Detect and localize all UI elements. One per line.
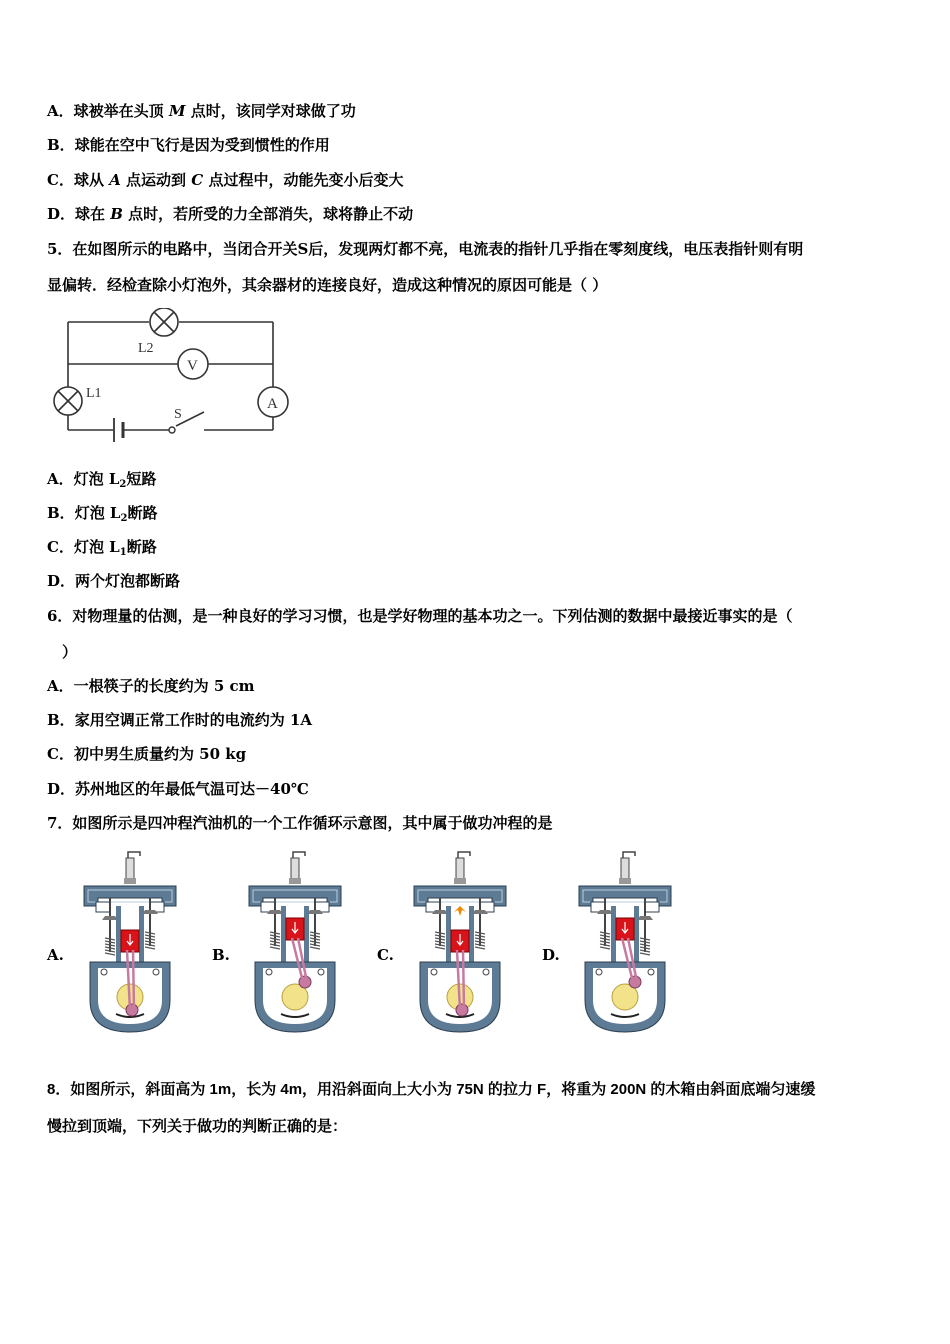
q5-option-c: C．灯泡 $L_1$断路	[47, 538, 157, 558]
label-s: S	[174, 407, 182, 422]
q5-stem-line1: 5．在如图所示的电路中，当闭合开关S后，发现两灯都不亮，电流表的指针几乎指在零刻度线，电压表指针则有明	[47, 240, 804, 258]
q6-option-b: B．家用空调正常工作时的电流约为 1A	[47, 711, 312, 729]
engine-b	[245, 850, 345, 1035]
lamp-l1	[54, 387, 82, 415]
q4-option-d: D．球在 B 点时，若所受的力全部消失，球将静止不动	[47, 205, 414, 223]
battery	[114, 418, 123, 442]
q6-option-d: D．苏州地区的年最低气温可达－40℃	[47, 780, 309, 798]
q7-label-a: A.	[47, 946, 64, 964]
q7-stem: 7．如图所示是四冲程汽油机的一个工作循环示意图，其中属于做功冲程的是	[47, 814, 553, 832]
q5-stem-line2: 显偏转．经检查除小灯泡外，其余器材的连接良好，造成这种情况的原因可能是（ ）	[47, 276, 608, 294]
q8-stem-line1: 8．如图所示，斜面高为 1m，长为 4m，用沿斜面向上大小为 75N 的拉力 F，将重为 200N 的木箱由斜面底端匀速缓	[47, 1081, 816, 1098]
q4-option-c: C．球从 A 点运动到 C 点过程中，动能先变小后变大	[47, 171, 404, 189]
q7-label-c: C.	[377, 946, 394, 964]
q7-label-d: D.	[542, 946, 560, 964]
q5-option-d: D．两个灯泡都断路	[47, 572, 181, 590]
engine-a	[80, 850, 180, 1035]
voltmeter	[178, 349, 208, 379]
engine-c	[410, 850, 510, 1035]
q6-stem-line2: ）	[62, 643, 78, 661]
label-l2: L2	[138, 341, 154, 356]
switch	[169, 427, 175, 433]
q6-option-c: C．初中男生质量约为 50 kg	[47, 745, 247, 763]
engine-d	[575, 850, 675, 1035]
q4-option-b: B．球能在空中飞行是因为受到惯性的作用	[47, 136, 330, 154]
svg-text:V: V	[187, 358, 198, 374]
q8-stem-line2: 慢拉到顶端，下列关于做功的判断正确的是：	[47, 1117, 348, 1135]
lamp-l2	[150, 308, 178, 336]
q5-option-a: A．灯泡 $L_2$短路	[47, 470, 157, 490]
q5-circuit-diagram	[48, 308, 300, 444]
label-l1: L1	[86, 386, 102, 401]
q4-option-a: A．球被举在头顶 M 点时，该同学对球做了功	[47, 102, 356, 120]
svg-text:A: A	[267, 396, 278, 412]
q5-option-b: B．灯泡 $L_2$断路	[47, 504, 158, 524]
q6-option-a: A．一根筷子的长度约为 5 cm	[47, 677, 255, 695]
q6-stem-line1: 6．对物理量的估测，是一种良好的学习习惯，也是学好物理的基本功之一。下列估测的数据中最接近事实的是（	[47, 607, 793, 625]
q7-label-b: B.	[212, 946, 230, 964]
ammeter	[258, 387, 288, 417]
